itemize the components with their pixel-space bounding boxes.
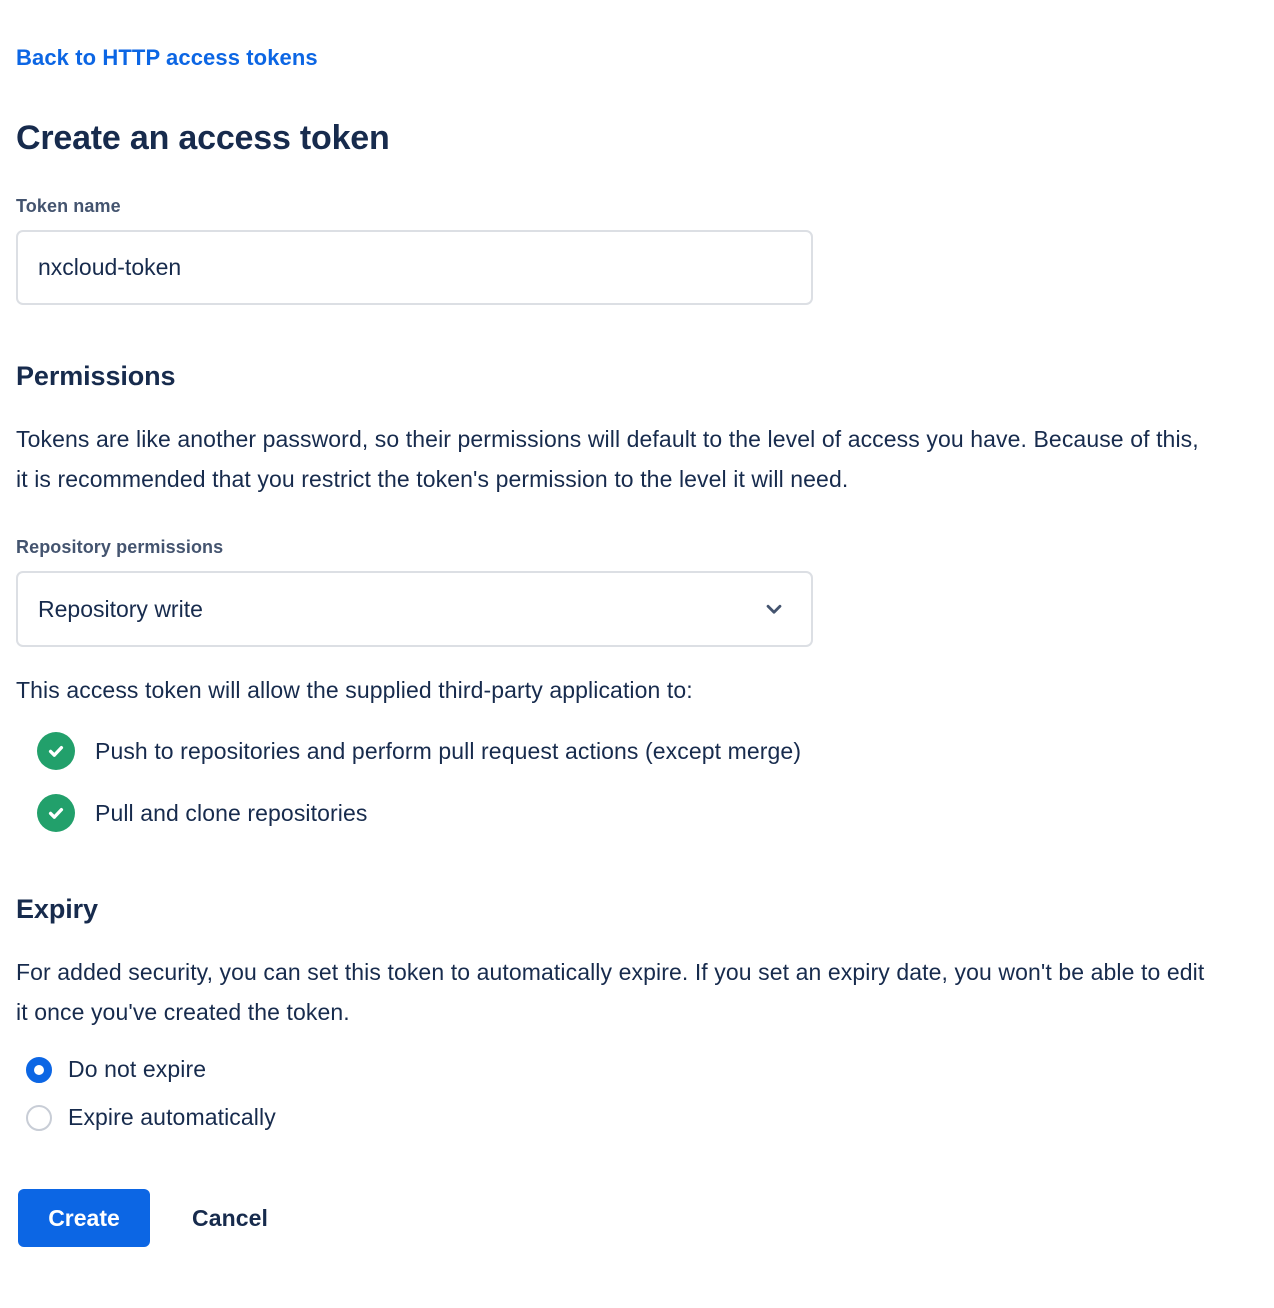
page-title: Create an access token — [16, 119, 390, 157]
token-name-input[interactable] — [16, 230, 813, 305]
create-button[interactable]: Create — [18, 1189, 150, 1247]
form-actions — [18, 1189, 1258, 1267]
capability-item — [16, 794, 1258, 832]
radio-label: Expire automatically — [68, 1104, 276, 1130]
repository-permissions-selected-value: Repository write — [38, 595, 203, 622]
back-to-http-access-tokens-link[interactable]: Back to HTTP access tokens — [16, 45, 318, 70]
radio-option-do-not-expire[interactable] — [16, 1056, 1258, 1083]
radio-button[interactable] — [26, 1105, 52, 1131]
token-name-label: Token name — [16, 196, 121, 216]
expiry-radio-group — [16, 1056, 1258, 1131]
radio-option-expire-automatically[interactable] — [16, 1104, 1258, 1131]
capability-label: Push to repositories and perform pull request actions (except merge) — [95, 737, 802, 764]
allow-intro-text: This access token will allow the supplied third-party application to: — [16, 677, 693, 703]
cancel-button[interactable]: Cancel — [192, 1204, 269, 1231]
repository-permissions-select[interactable] — [16, 571, 813, 647]
expiry-heading: Expiry — [16, 894, 98, 924]
capability-label: Pull and clone repositories — [95, 799, 368, 826]
capability-item — [16, 732, 1258, 770]
capability-list — [16, 732, 1258, 832]
check-circle-icon — [37, 732, 75, 770]
radio-button[interactable] — [26, 1057, 52, 1083]
expiry-description: For added security, you can set this token to automatically expire. If you set an expiry date, you won't be able to edit it once you've created the token. — [16, 959, 1205, 1025]
permissions-description: Tokens are like another password, so their permissions will default to the level of access you have. Because of this, it is recommended that you restrict the token's permission to the level it will need. — [16, 426, 1199, 492]
chevron-down-icon — [761, 596, 787, 622]
repository-permissions-label: Repository permissions — [16, 537, 224, 557]
radio-label: Do not expire — [68, 1056, 207, 1082]
permissions-heading: Permissions — [16, 361, 176, 391]
check-circle-icon — [37, 794, 75, 832]
